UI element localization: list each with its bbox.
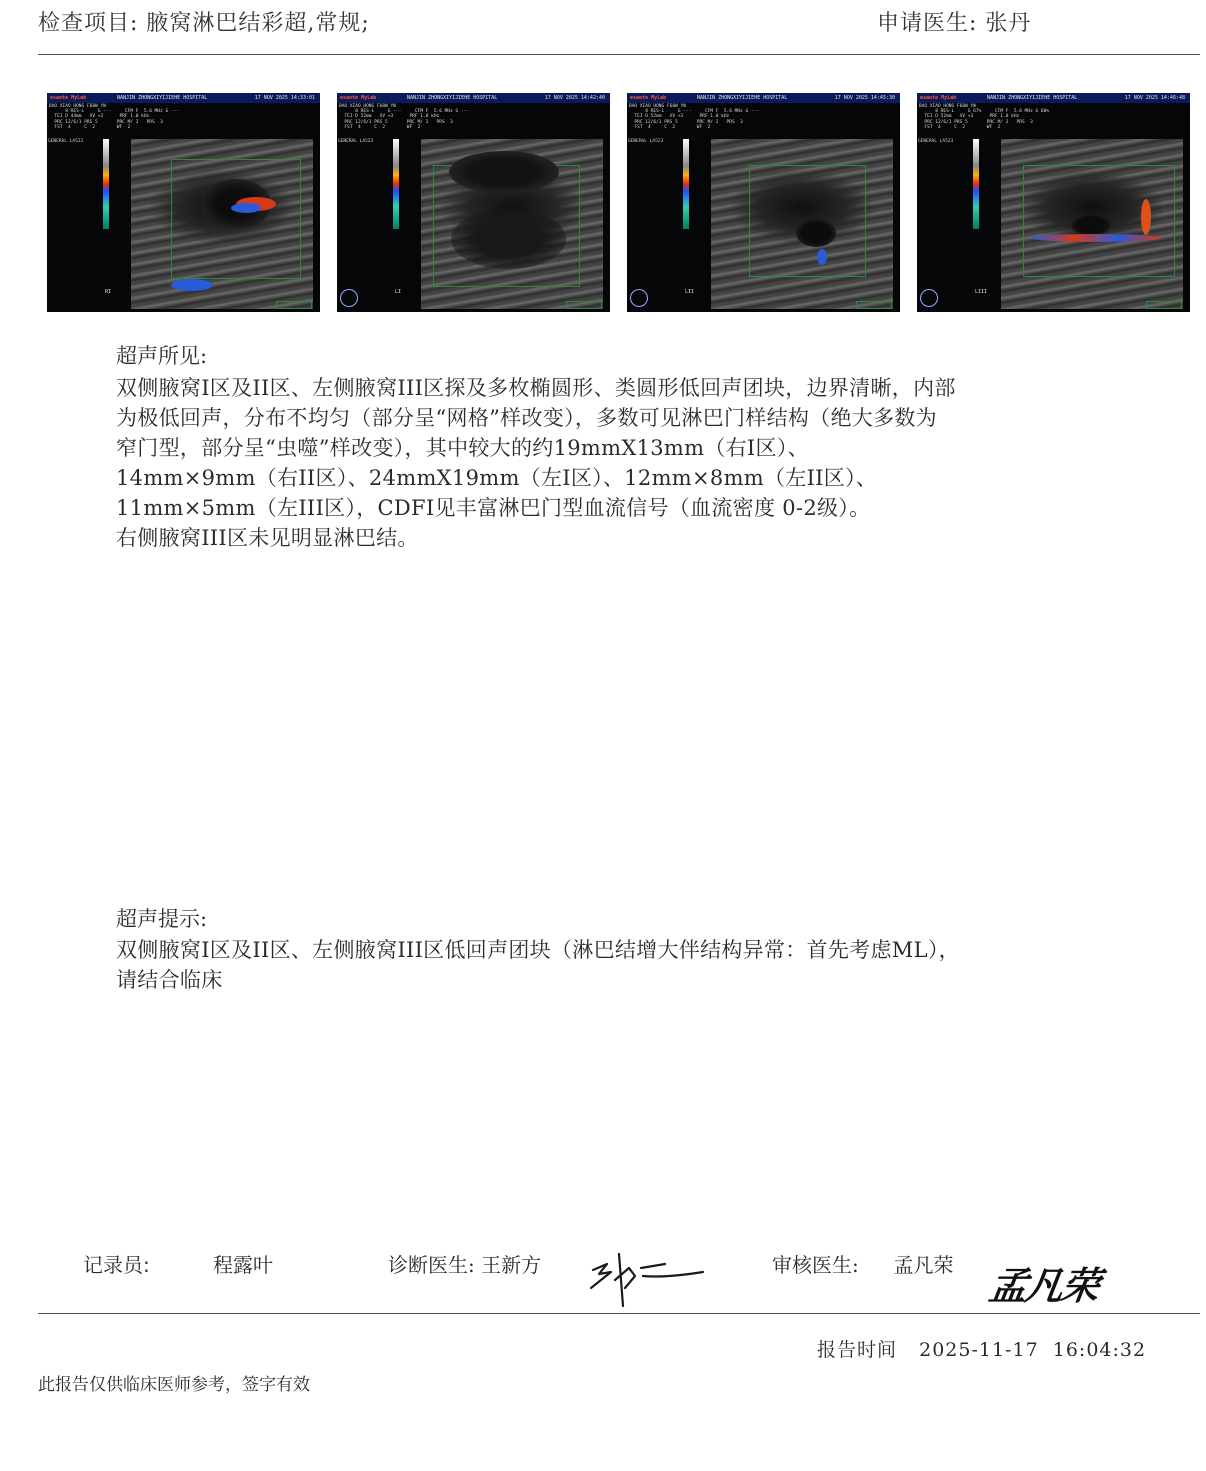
requesting-doctor (877, 6, 1031, 37)
ultrasound-image-1: esaote MyLab NANJIN ZHONGXIYIJIEHE HOSPITAL 17 NOV 2025 14:33:01 BAO XIAO HONG F60W YW 8 RES-L G --- CFM F 5.6 MHz G --- TEI D 44mm XV +3 PRF 1.0 kHz PRC 12/6/1 PRS 5 PRC M/ 2 PRS 3 FST 4 C 2 WF 2 GENERAL LA523 RI (47, 93, 320, 312)
review-handwritten-signature: 孟凡荣 (986, 1263, 1101, 1308)
findings-line: 窄门型，部分呈“虫噬”样改变），其中较大的约19mmX13mm（右I区）、 (116, 436, 809, 460)
doctor-label: 申请医生: (877, 11, 978, 36)
impression-line: 双侧腋窝I区及II区、左侧腋窝III区低回声团块（淋巴结增大伴结构异常：首先考虑ML）， (116, 938, 960, 962)
exam-item (38, 6, 370, 37)
doctor-value: 张丹 (985, 11, 1032, 36)
region-label: LIII (975, 289, 988, 295)
diagnosis-name: 王新方 (481, 1253, 542, 1277)
color-scale-bar (103, 139, 109, 229)
ultrasound-image-3: esaote MyLab NANJIN ZHONGXIYIJIEHE HOSPITAL 17 NOV 2025 14:45:30 BAO XIAO HONG F60W YW 8 RES-L G --- CFM F 5.6 MHz G --- TEI D 52mm XV +3 PRF 1.0 kHz PRC 12/6/1 PRS 5 PRC M/ 2 PRS 3 FST 4 C 2 WF 2 GENERAL LA523 LII (627, 93, 900, 312)
scan-area (421, 139, 603, 309)
header-divider (38, 54, 1200, 55)
findings-line: 11mm×5mm（左III区），CDFI见丰富淋巴门型血流信号（血流密度 0-2级）。 (116, 496, 871, 520)
findings-line: 右侧腋窝III区未见明显淋巴结。 (116, 526, 419, 550)
report-time-label: 报告时间 (817, 1339, 898, 1361)
recorder-name: 程露叶 (213, 1253, 273, 1277)
recorder-label: 记录员: (83, 1253, 150, 1277)
impression-title: 超声提示: (116, 907, 208, 931)
diagnosis-handwritten-signature (585, 1250, 710, 1310)
footer-divider (38, 1313, 1200, 1314)
review-name: 孟凡荣 (893, 1253, 954, 1277)
review-doctor (772, 1249, 953, 1278)
region-label: LI (395, 289, 402, 295)
probe-orientation-icon (630, 289, 648, 307)
findings-line: 为极低回声，分布不均匀（部分呈“网格”样改变），多数可见淋巴门样结构（绝大多数为 (116, 406, 937, 430)
impression-line: 请结合临床 (116, 968, 223, 992)
review-label: 审核医生: (772, 1253, 859, 1277)
probe-orientation-icon (340, 289, 358, 307)
region-label: LII (685, 289, 695, 295)
diagnosis-label: 诊断医生: (388, 1253, 475, 1277)
color-scale-bar (393, 139, 399, 229)
exam-value: 腋窝淋巴结彩超,常规; (146, 11, 370, 36)
exam-label: 检查项目: (38, 11, 139, 36)
findings-text (116, 373, 1191, 553)
findings-line: 双侧腋窝I区及II区、左侧腋窝III区探及多枚椭圆形、类圆形低回声团块，边界清晰，内部 (116, 376, 956, 400)
footer-note: 此报告仅供临床医师参考，签字有效 (38, 1375, 310, 1395)
ultrasound-image-4: esaote MyLab NANJIN ZHONGXIYIJIEHE HOSPITAL 17 NOV 2025 14:46:48 BAO XIAO HONG F60W YW 8 RES-L G 67% CFM F 5.6 MHz G 60% TEI D 52mm XV +3 PRF 1.0 kHz PRC 12/6/1 PRS 5 PRC M/ 2 PRS 3 FST 4 C 2 WF 2 GENERAL LA523 LIII (917, 93, 1190, 312)
diagnosis-doctor (388, 1249, 541, 1278)
report-time-value: 2025-11-17 16:04:32 (919, 1339, 1147, 1361)
findings-line: 14mm×9mm（右II区）、24mmX19mm（左I区）、12mm×8mm（左II区）、 (116, 466, 878, 490)
impression-text (116, 935, 1191, 995)
probe-orientation-icon (920, 289, 938, 307)
region-label: RI (105, 289, 112, 295)
findings-title: 超声所见: (116, 344, 208, 368)
ultrasound-image-2: esaote MyLab NANJIN ZHONGXIYIJIEHE HOSPITAL 17 NOV 2025 14:42:40 BAO XIAO HONG F60W YW 8 RES-L G --- CFM F 5.6 MHz G --- TEI D 52mm XV +3 PRF 1.0 kHz PRC 12/6/1 PRS 5 PRC M/ 2 PRS 3 FST 4 C 2 WF 2 GENERAL LA523 LI (337, 93, 610, 312)
report-time (817, 1335, 1146, 1362)
scan-area (711, 139, 893, 309)
scan-area (1001, 139, 1183, 309)
color-scale-bar (683, 139, 689, 229)
color-scale-bar (973, 139, 979, 229)
scan-area (131, 139, 313, 309)
